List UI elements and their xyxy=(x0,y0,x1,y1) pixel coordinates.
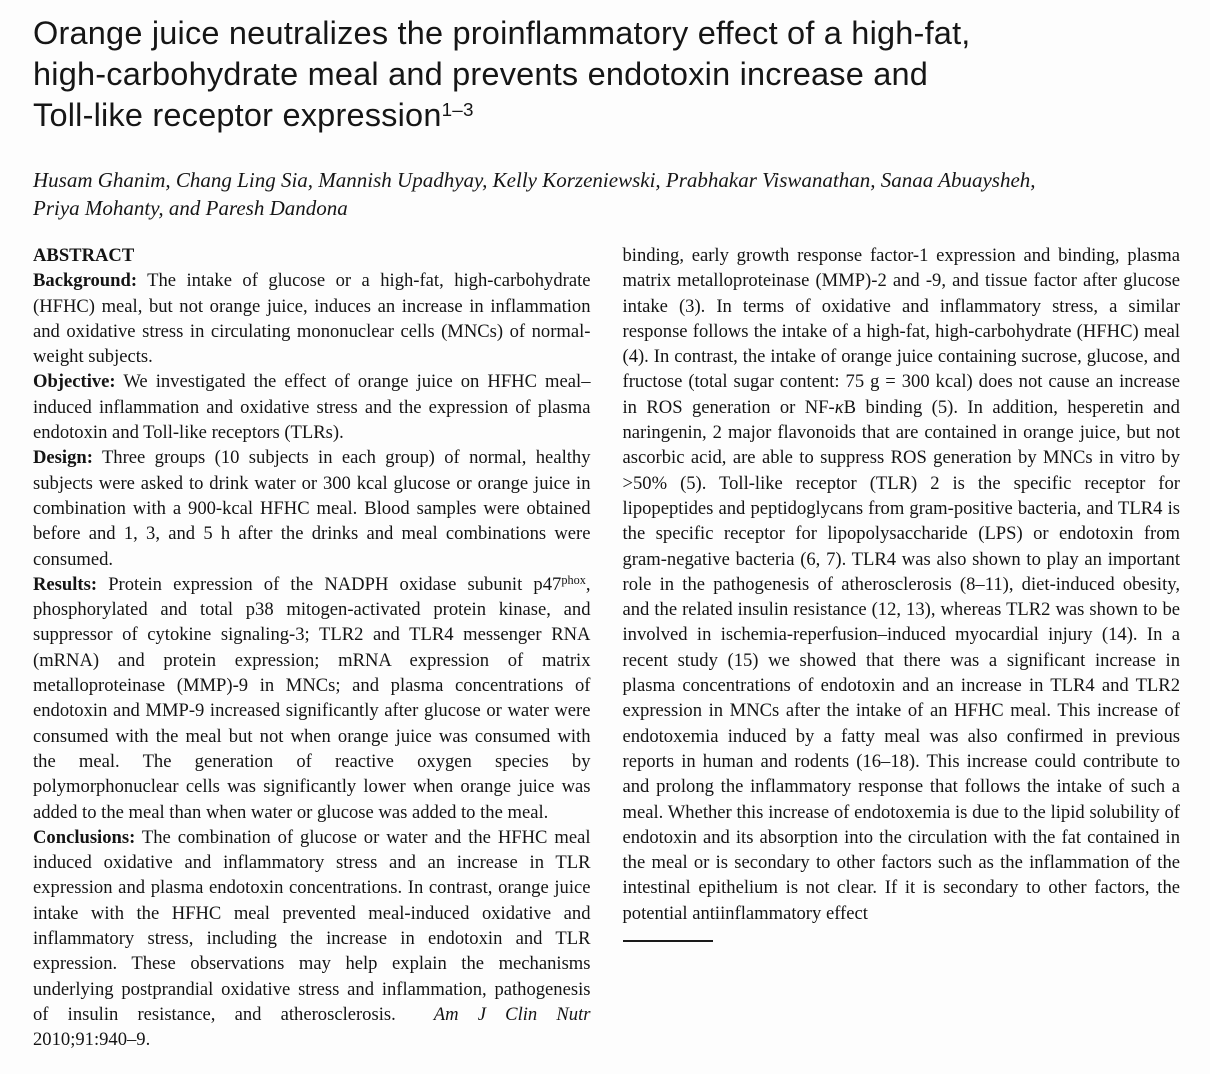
abstract-sections xyxy=(33,268,591,1052)
article-title-line: Toll-like receptor expression$^{1-3}$ xyxy=(33,97,474,133)
abstract-column xyxy=(33,243,591,1053)
abstract-section: Background: The intake of glucose or a high-fat, high-carbohydrate (HFHC) meal, but not orange juice, induces an increase in inflammation and oxidative stress in circulating mononuclear cells (MNCs) of normal-weight subjects. xyxy=(33,270,591,368)
abstract-section: Results: Protein expression of the NADPH oxidase subunit $p47^{phox}$, phosphorylated and total p38 mitogen-activated protein kinase, and suppressor of cytokine signaling-3; TLR2 and TLR4 messenger RNA (mRNA) and protein expression; mRNA expression of matrix metalloproteinase (MMP)-9 in MNCs; and plasma concentrations of endotoxin and MMP-9 increased significantly after glucose or water were consumed with the meal but not when orange juice was consumed with the meal. The generation of reactive oxygen species by polymorphonuclear cells was significantly lower when orange juice was added to the meal than when water or glucose was added to the meal. xyxy=(33,573,591,823)
article-title-line: high-carbohydrate meal and prevents endotoxin increase and xyxy=(33,56,929,92)
title-affiliation-superscript: 1–3 xyxy=(441,98,474,120)
abstract-section: Conclusions: The combination of glucose or water and the HFHC meal induced oxidative and inflammatory stress and an increase in TLR expression and plasma endotoxin concentrations. In contrast, orange juice intake with the HFHC meal prevented meal-induced oxidative and inflammatory stress, including the increase in endotoxin and TLR expression. These observations may help explain the mechanisms underlying postprandial oxidative stress and inflammation, pathogenesis of insulin resistance, and atherosclerosis. Am J Clin Nutr 2010;91:940–9. xyxy=(33,826,591,1051)
article-title xyxy=(33,13,1180,136)
author-line: Priya Mohanty, and Paresh Dandona xyxy=(33,196,348,220)
abstract-section-label: Background: xyxy=(33,270,138,292)
abstract-section-label: Objective: xyxy=(33,371,116,393)
abstract-section: Objective: We investigated the effect of orange juice on HFHC meal–induced inflammation and oxidative stress and the expression of plasma endotoxin and Toll-like receptors (TLRs). xyxy=(33,371,591,444)
italic-text: κ xyxy=(834,396,844,418)
intro-paragraph: binding, early growth response factor-1 expression and binding, plasma matrix metalloproteinase (MMP)-2 and -9, and tissue factor after glucose intake (3). In terms of oxidative and inflammatory stress, a similar response follows the intake of a high-fat, high-carbohydrate (HFHC) meal (4). In contrast, the intake of orange juice containing sucrose, glucose, and fructose (total sugar content: 75 g = 300 kcal) does not cause an increase in ROS generation or NF-κB binding (5). In addition, hesperetin and naringenin, 2 major flavonoids that are contained in orange juice, but not ascorbic acid, are able to suppress ROS generation by MNCs in vitro by >50% (5). Toll-like receptor (TLR) 2 is the specific receptor for lipopeptides and peptidoglycans from gram-positive bacteria, and TLR4 is the specific receptor for lipopolysaccharide (LPS) or endotoxin from gram-negative bacteria (6, 7). TLR4 was also shown to play an important role in the pathogenesis of atherosclerosis (8–11), diet-induced obesity, and the related insulin resistance (12, 13), whereas TLR2 was shown to be involved in ischemia-reperfusion–induced myocardial injury (14). In a recent study (15) we showed that there was a significant increase in plasma concentrations of endotoxin and an increase in TLR4 and TLR2 expression in MNCs after the intake of an HFHC meal. This increase of endotoxemia induced by a fatty meal was also confirmed in previous reports in human and rodents (16–18). This increase could contribute to and prolong the inflammatory response that follows the intake of such a meal. Whether this increase of endotoxemia is due to the lipid solubility of endotoxin and its absorption into the circulation with the fat contained in the meal or is secondary to other factors such as the inflammation of the intestinal epithelium is not clear. If it is secondary to other factors, the potential antiinflammatory effect xyxy=(622,245,1180,924)
superscript-text: phox xyxy=(561,573,586,588)
footnote-separator-rule xyxy=(623,940,713,942)
author-list xyxy=(33,166,1180,222)
abstract-section-label: Results: xyxy=(33,573,98,595)
abstract-section: Design: Three groups (10 subjects in each group) of normal, healthy subjects were asked to drink water or 300 kcal glucose or orange juice in combination with a 900-kcal HFHC meal. Blood samples were obtained before and 1, 3, and 5 h after the drinks and meal combinations were consumed. xyxy=(33,447,591,570)
abstract-section-label: Design: xyxy=(33,447,93,469)
abstract-section-label: Conclusions: xyxy=(33,826,136,848)
abstract-heading: ABSTRACT xyxy=(33,245,135,266)
italic-text: Am J Clin Nutr xyxy=(433,1003,591,1025)
introduction-column xyxy=(623,243,1181,1053)
two-column-body xyxy=(33,243,1180,1053)
article-title-line: Orange juice neutralizes the proinflammatory effect of a high-fat, xyxy=(33,15,971,51)
author-line: Husam Ghanim, Chang Ling Sia, Mannish Upadhyay, Kelly Korzeniewski, Prabhakar Viswanathan, Sanaa Abuaysheh, xyxy=(33,168,1036,192)
